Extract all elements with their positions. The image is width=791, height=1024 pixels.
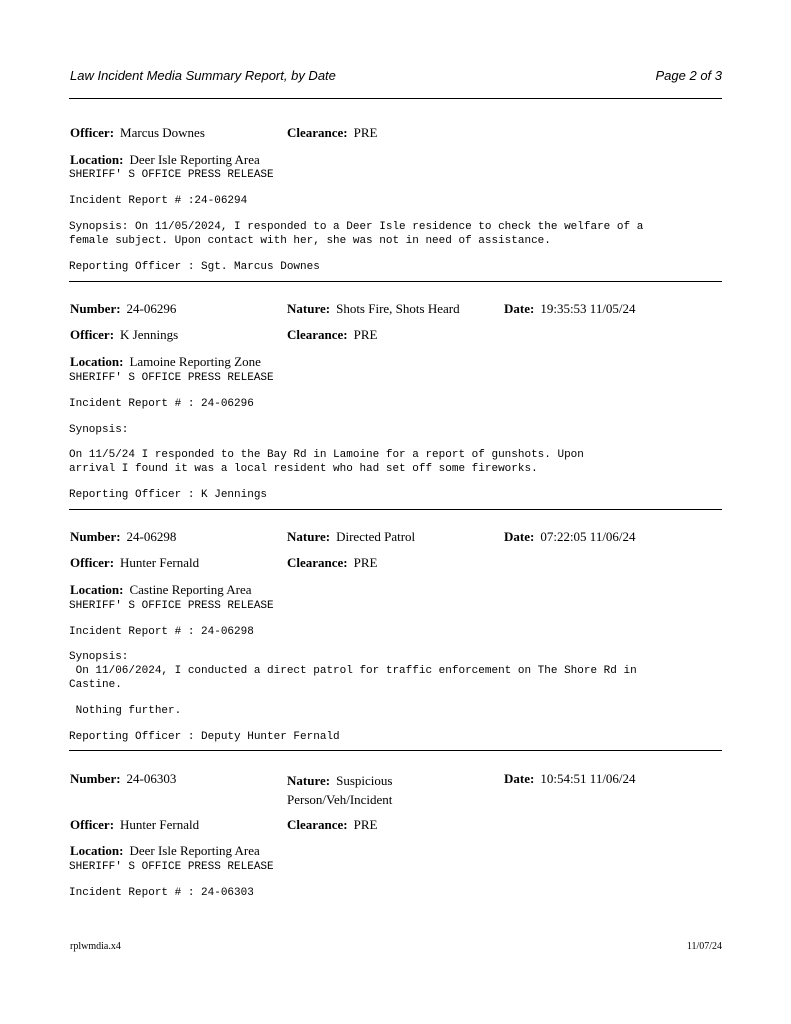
officer-field (70, 817, 199, 833)
nature-label: Nature: (287, 773, 331, 788)
date-value: 07:22:05 11/06/24 (540, 529, 636, 544)
incident-report-number: Incident Report # : 24-06296 (69, 398, 254, 410)
date-value: 19:35:53 11/05/24 (540, 301, 636, 316)
number-field (70, 301, 176, 317)
press-release-line: SHERIFF' S OFFICE PRESS RELEASE (69, 372, 274, 384)
clearance-label: Clearance: (287, 125, 348, 140)
number-label: Number: (70, 529, 121, 544)
reporting-officer: Reporting Officer : Sgt. Marcus Downes (69, 261, 320, 273)
date-field (504, 301, 636, 317)
number-value: 24-06298 (126, 529, 177, 544)
report-title: Law Incident Media Summary Report, by Date (70, 68, 336, 83)
officer-value: Hunter Fernald (120, 817, 200, 832)
synopsis-label: Synopsis: (69, 424, 129, 436)
press-release-line: SHERIFF' S OFFICE PRESS RELEASE (69, 861, 274, 873)
location-label: Location: (70, 843, 124, 858)
record-divider (69, 509, 722, 510)
nature-value: Suspicious (336, 773, 393, 788)
press-release-line: SHERIFF' S OFFICE PRESS RELEASE (69, 600, 274, 612)
press-release-line: SHERIFF' S OFFICE PRESS RELEASE (69, 169, 274, 181)
location-value: Deer Isle Reporting Area (129, 843, 260, 858)
date-label: Date: (504, 771, 535, 786)
location-label: Location: (70, 582, 124, 597)
location-field (70, 843, 260, 859)
location-value: Castine Reporting Area (129, 582, 252, 597)
officer-label: Officer: (70, 817, 115, 832)
page-number: Page 2 of 3 (655, 68, 722, 83)
nature-label: Nature: (287, 529, 331, 544)
footer-report-code: rplwmdia.x4 (70, 941, 121, 952)
location-field (70, 354, 261, 370)
officer-field (70, 555, 199, 571)
clearance-value: PRE (353, 817, 378, 832)
synopsis-note: Nothing further. (69, 705, 182, 717)
clearance-value: PRE (353, 555, 378, 570)
clearance-field (287, 125, 377, 141)
officer-label: Officer: (70, 125, 115, 140)
number-value: 24-06296 (126, 301, 177, 316)
clearance-value: PRE (353, 327, 378, 342)
clearance-value: PRE (353, 125, 378, 140)
synopsis-text: Synopsis: On 11/05/2024, I responded to a Deer Isle residence to check the welfare of a female subject. Upon contact with her, she was not in need of assistance. (69, 221, 644, 247)
reporting-officer: Reporting Officer : K Jennings (69, 489, 268, 501)
clearance-field (287, 817, 377, 833)
record-divider (69, 281, 722, 282)
nature-value-continued: Person/Veh/Incident (287, 792, 393, 807)
nature-field (287, 301, 460, 317)
clearance-label: Clearance: (287, 817, 348, 832)
officer-value: K Jennings (120, 327, 179, 342)
officer-label: Officer: (70, 555, 115, 570)
nature-field (287, 529, 415, 545)
clearance-field (287, 327, 377, 343)
incident-report-number: Incident Report # :24-06294 (69, 195, 248, 207)
number-label: Number: (70, 771, 121, 786)
location-field (70, 582, 251, 598)
synopsis-text: On 11/5/24 I responded to the Bay Rd in Lamoine for a report of gunshots. Upon arrival I found it was a local resident who had set off some fireworks. (69, 449, 584, 475)
location-value: Lamoine Reporting Zone (129, 354, 261, 369)
number-field (70, 771, 176, 787)
clearance-field (287, 555, 377, 571)
date-field (504, 771, 636, 787)
number-label: Number: (70, 301, 121, 316)
date-label: Date: (504, 301, 535, 316)
location-label: Location: (70, 354, 124, 369)
nature-field (287, 771, 392, 809)
location-field (70, 152, 260, 168)
clearance-label: Clearance: (287, 555, 348, 570)
location-label: Location: (70, 152, 124, 167)
nature-value: Shots Fire, Shots Heard (336, 301, 460, 316)
number-value: 24-06303 (126, 771, 177, 786)
nature-label: Nature: (287, 301, 331, 316)
date-field (504, 529, 636, 545)
clearance-label: Clearance: (287, 327, 348, 342)
incident-report-number: Incident Report # : 24-06298 (69, 626, 254, 638)
officer-value: Hunter Fernald (120, 555, 200, 570)
synopsis-text: Synopsis: On 11/06/2024, I conducted a direct patrol for traffic enforcement on The Shore Rd in Castine. (69, 651, 637, 691)
officer-value: Marcus Downes (120, 125, 205, 140)
date-value: 10:54:51 11/06/24 (540, 771, 636, 786)
location-value: Deer Isle Reporting Area (129, 152, 260, 167)
footer-date: 11/07/24 (686, 941, 722, 952)
incident-report-number: Incident Report # : 24-06303 (69, 887, 254, 899)
header-divider (69, 98, 722, 99)
reporting-officer: Reporting Officer : Deputy Hunter Fernald (69, 731, 340, 743)
nature-value: Directed Patrol (336, 529, 416, 544)
record-divider (69, 750, 722, 751)
officer-field (70, 125, 205, 141)
number-field (70, 529, 176, 545)
date-label: Date: (504, 529, 535, 544)
officer-label: Officer: (70, 327, 115, 342)
officer-field (70, 327, 178, 343)
